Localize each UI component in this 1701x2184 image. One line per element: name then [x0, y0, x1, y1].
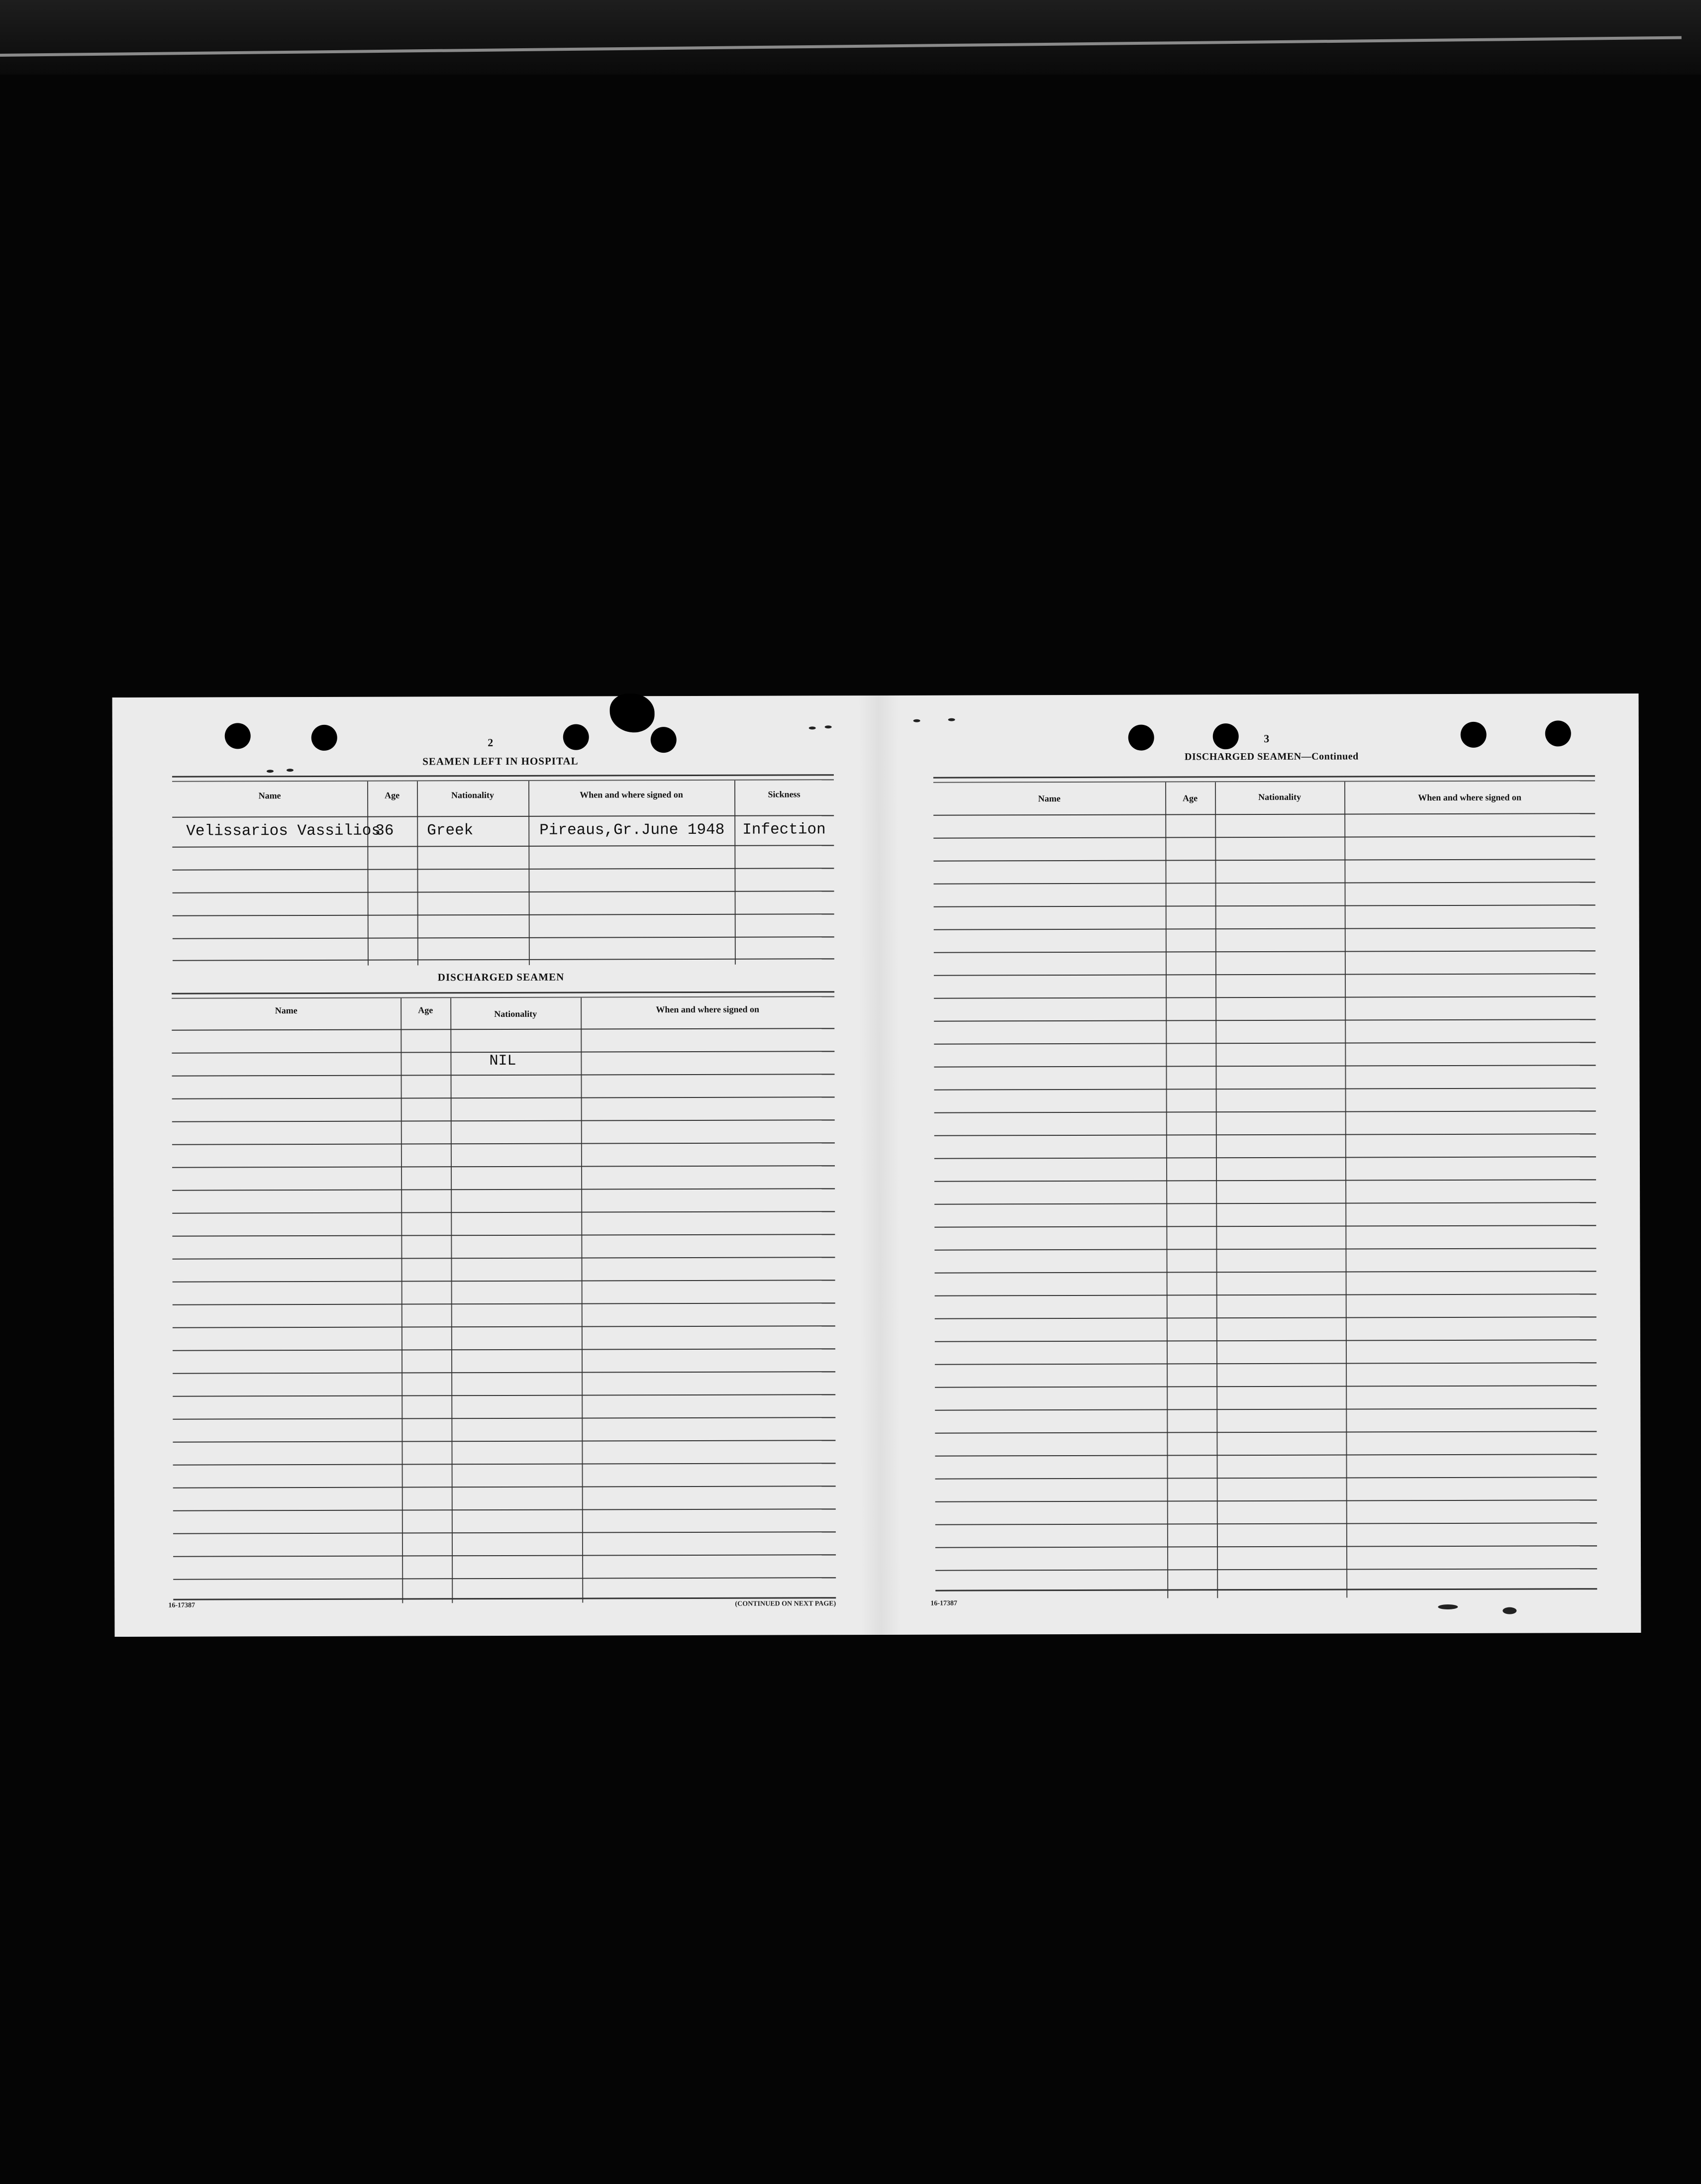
form-number: 16-17387	[930, 1599, 957, 1607]
discharged-continued-title: DISCHARGED SEAMEN—Continued	[1184, 751, 1359, 763]
column-divider	[1344, 782, 1347, 1598]
row-rule	[934, 996, 1596, 998]
row-rule	[935, 1499, 1597, 1502]
section-rule	[933, 775, 1595, 778]
row-rule	[933, 859, 1595, 861]
binder-hole	[1461, 722, 1487, 748]
row-rule	[934, 1248, 1596, 1250]
seaman-name: Velissarios Vassilios	[186, 822, 381, 840]
row-rule	[935, 1385, 1597, 1388]
row-rule	[934, 1019, 1596, 1021]
row-rule	[933, 836, 1595, 838]
column-divider	[581, 998, 583, 1603]
row-rule	[935, 1545, 1597, 1548]
smudge	[948, 718, 955, 721]
document-sheet	[112, 694, 1641, 1637]
row-rule	[934, 927, 1596, 930]
row-rule	[934, 1065, 1596, 1067]
row-rule	[173, 1348, 835, 1351]
smudge	[287, 769, 294, 772]
row-rule	[173, 1531, 836, 1534]
row-rule	[934, 1110, 1596, 1113]
seaman-signed-on: Pireaus,Gr.June 1948	[539, 821, 725, 839]
smudge	[825, 725, 832, 728]
binder-hole	[651, 727, 677, 753]
column-divider	[1215, 782, 1218, 1598]
smudge	[267, 770, 274, 773]
row-rule	[934, 1042, 1596, 1044]
col-header-age: Age	[1183, 793, 1198, 803]
row-rule	[934, 1225, 1596, 1227]
row-rule	[173, 1302, 835, 1305]
row-rule	[173, 1325, 835, 1328]
row-rule	[935, 1568, 1597, 1571]
col-header-signed-on: When and where signed on	[580, 790, 683, 800]
col-header-signed-on: When and where signed on	[656, 1004, 760, 1015]
discharged-section-title: DISCHARGED SEAMEN	[437, 971, 565, 984]
row-rule	[934, 1133, 1596, 1136]
hospital-section-title: SEAMEN LEFT IN HOSPITAL	[422, 755, 579, 768]
page-gutter	[859, 695, 901, 1635]
row-rule	[173, 1597, 836, 1600]
row-rule	[934, 882, 1596, 884]
row-rule	[935, 1522, 1597, 1525]
row-rule	[935, 1477, 1597, 1479]
row-rule	[934, 1179, 1596, 1182]
row-rule	[172, 1028, 834, 1030]
row-rule	[173, 1554, 836, 1557]
discharged-table	[172, 997, 836, 1603]
col-header-nationality: Nationality	[494, 1008, 537, 1019]
row-rule	[173, 1394, 835, 1396]
smudge	[809, 726, 816, 729]
row-rule	[933, 813, 1595, 815]
hospital-table	[172, 780, 834, 966]
section-rule	[172, 991, 834, 994]
row-rule	[935, 1408, 1597, 1410]
col-header-nationality: Nationality	[1258, 792, 1301, 802]
binder-hole	[1128, 725, 1154, 751]
column-divider	[1165, 782, 1168, 1598]
row-rule	[934, 1088, 1596, 1090]
binder-hole	[563, 724, 589, 750]
row-rule	[173, 1371, 835, 1374]
page-number: 3	[1264, 732, 1270, 745]
row-rule	[173, 1280, 835, 1282]
row-rule	[934, 904, 1596, 907]
continued-note: (CONTINUED ON NEXT PAGE)	[735, 1600, 836, 1608]
col-header-nationality: Nationality	[451, 790, 495, 800]
row-rule	[935, 1316, 1597, 1319]
row-rule	[172, 1165, 835, 1168]
smudge	[1502, 1607, 1516, 1614]
seaman-sickness: Infection	[742, 821, 826, 839]
row-rule	[172, 1188, 835, 1191]
row-rule	[935, 1339, 1597, 1342]
row-rule	[173, 1440, 835, 1442]
col-header-name: Name	[1038, 794, 1061, 804]
column-divider	[450, 998, 453, 1603]
row-rule	[935, 1271, 1597, 1273]
row-rule	[173, 1508, 836, 1511]
discharged-continued-table	[933, 781, 1597, 1598]
binder-hole	[311, 725, 337, 751]
row-rule	[173, 1577, 836, 1580]
smudge	[1438, 1604, 1458, 1609]
row-rule	[935, 1431, 1597, 1433]
row-rule	[172, 1234, 835, 1236]
row-rule	[935, 1362, 1597, 1365]
row-rule	[173, 1486, 836, 1488]
col-header-age: Age	[418, 1005, 433, 1015]
page-number: 2	[488, 736, 494, 749]
binder-hole	[1213, 723, 1239, 749]
row-rule	[934, 973, 1596, 976]
column-divider	[400, 998, 403, 1603]
nil-entry: NIL	[489, 1052, 516, 1070]
row-rule	[934, 1202, 1596, 1204]
form-number: 16-17387	[168, 1601, 196, 1609]
row-rule	[172, 1096, 835, 1099]
col-header-name: Name	[275, 1005, 298, 1016]
row-rule	[935, 1454, 1597, 1456]
film-edge	[0, 0, 1701, 75]
col-header-sickness: Sickness	[768, 789, 800, 799]
row-rule	[172, 1257, 835, 1259]
binder-hole	[1545, 720, 1571, 746]
smudge	[913, 719, 920, 722]
ink-blot	[610, 694, 655, 732]
row-rule	[935, 1588, 1597, 1591]
row-rule	[172, 1142, 835, 1145]
section-rule	[172, 774, 834, 777]
row-rule	[173, 1463, 836, 1465]
row-rule	[172, 1211, 835, 1213]
row-rule	[934, 950, 1596, 953]
col-header-age: Age	[385, 790, 400, 800]
seaman-nationality: Greek	[427, 822, 474, 840]
row-rule	[173, 1417, 835, 1419]
row-rule	[935, 1293, 1597, 1296]
row-rule	[172, 1074, 835, 1076]
col-header-signed-on: When and where signed on	[1418, 792, 1521, 803]
seaman-age: 36	[375, 822, 394, 840]
col-header-name: Name	[258, 791, 281, 801]
row-rule	[172, 1119, 835, 1122]
binder-hole	[225, 723, 251, 749]
row-rule	[934, 1156, 1596, 1159]
